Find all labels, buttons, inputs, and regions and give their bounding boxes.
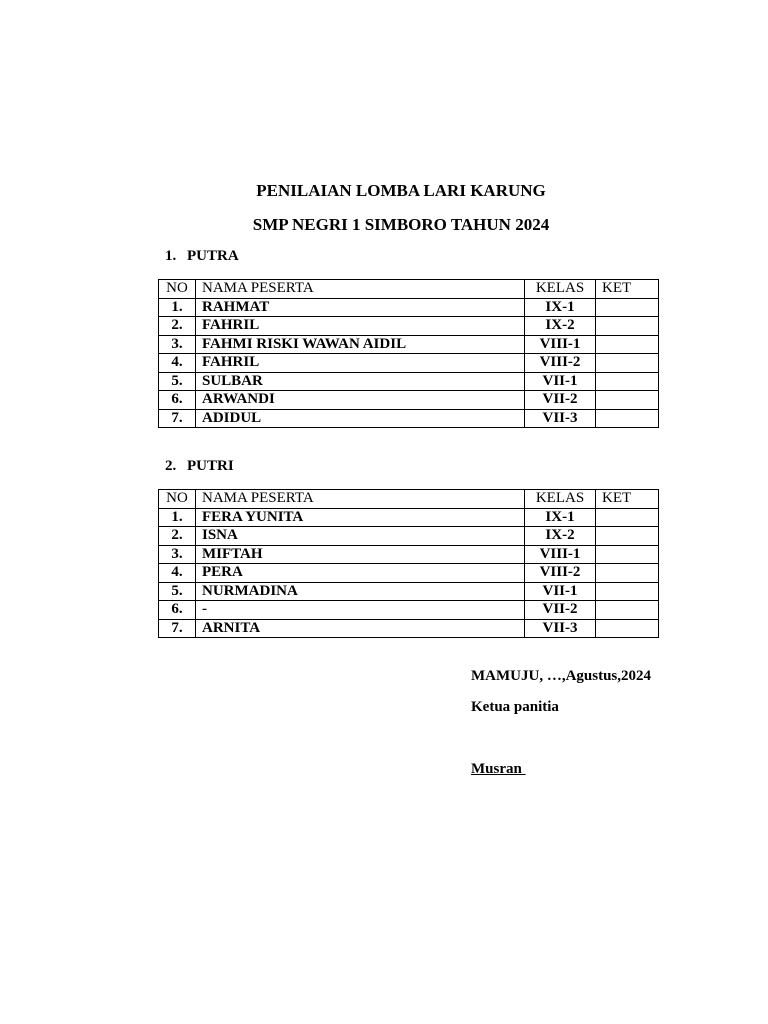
table-row [159,372,659,391]
cell-no: 6. [159,601,196,620]
table-header-row [159,490,659,509]
table-row [159,619,659,638]
section-number: 2. [165,458,177,474]
document-title: PENILAIAN LOMBA LARI KARUNG [256,181,546,200]
cell-nama-peserta: MIFTAH [196,545,525,564]
cell-kelas: IX-1 [525,298,596,317]
table-row [159,298,659,317]
putri-participants-table [158,489,659,638]
cell-ket [596,545,659,564]
section-label: PUTRA [187,248,239,264]
header-nama-peserta: NAMA PESERTA [196,490,525,509]
cell-ket [596,317,659,336]
cell-ket [596,298,659,317]
cell-ket [596,527,659,546]
cell-nama-peserta: SULBAR [196,372,525,391]
cell-nama-peserta: - [196,601,525,620]
cell-nama-peserta: ARNITA [196,619,525,638]
document-subtitle: SMP NEGRI 1 SIMBORO TAHUN 2024 [252,215,550,234]
section-heading-putri [165,458,234,475]
header-nama-peserta: NAMA PESERTA [196,280,525,299]
table-row [159,508,659,527]
cell-kelas: VII-1 [525,582,596,601]
header-no: NO [159,280,196,299]
signature-name: Musran [471,761,526,777]
cell-no: 3. [159,545,196,564]
cell-ket [596,335,659,354]
cell-ket [596,372,659,391]
cell-no: 1. [159,508,196,527]
cell-ket [596,508,659,527]
table-row [159,545,659,564]
cell-ket [596,391,659,410]
cell-nama-peserta: FAHRIL [196,317,525,336]
cell-ket [596,564,659,583]
table-row [159,564,659,583]
table-header-row [159,280,659,299]
section-number: 1. [165,248,177,264]
cell-no: 4. [159,354,196,373]
cell-no: 7. [159,619,196,638]
cell-no: 7. [159,409,196,428]
cell-no: 4. [159,564,196,583]
cell-kelas: VII-3 [525,619,596,638]
cell-ket [596,619,659,638]
signature-role: Ketua panitia [471,699,559,715]
cell-no: 3. [159,335,196,354]
cell-no: 2. [159,317,196,336]
cell-no: 6. [159,391,196,410]
header-ket: KET [596,280,659,299]
table-row [159,601,659,620]
table-row [159,582,659,601]
cell-no: 5. [159,582,196,601]
cell-ket [596,409,659,428]
table-row [159,335,659,354]
cell-no: 5. [159,372,196,391]
cell-ket [596,354,659,373]
cell-nama-peserta: ISNA [196,527,525,546]
header-no: NO [159,490,196,509]
table-row [159,354,659,373]
cell-kelas: IX-2 [525,317,596,336]
cell-ket [596,601,659,620]
table-row [159,409,659,428]
putra-participants-table [158,279,659,428]
cell-kelas: VII-1 [525,372,596,391]
cell-nama-peserta: FAHRIL [196,354,525,373]
header-kelas: KELAS [525,490,596,509]
cell-no: 1. [159,298,196,317]
cell-nama-peserta: ADIDUL [196,409,525,428]
cell-ket [596,582,659,601]
cell-nama-peserta: NURMADINA [196,582,525,601]
cell-kelas: VII-3 [525,409,596,428]
cell-kelas: VIII-1 [525,335,596,354]
cell-nama-peserta: FAHMI RISKI WAWAN AIDIL [196,335,525,354]
cell-no: 2. [159,527,196,546]
section-label: PUTRI [187,458,234,474]
cell-nama-peserta: RAHMAT [196,298,525,317]
signature-place-date: MAMUJU, …,Agustus,2024 [471,668,651,684]
cell-nama-peserta: FERA YUNITA [196,508,525,527]
header-ket: KET [596,490,659,509]
cell-nama-peserta: PERA [196,564,525,583]
table-row [159,317,659,336]
cell-kelas: VII-2 [525,601,596,620]
cell-kelas: IX-2 [525,527,596,546]
table-row [159,391,659,410]
cell-kelas: VIII-2 [525,564,596,583]
cell-kelas: IX-1 [525,508,596,527]
cell-nama-peserta: ARWANDI [196,391,525,410]
cell-kelas: VIII-2 [525,354,596,373]
cell-kelas: VIII-1 [525,545,596,564]
cell-kelas: VII-2 [525,391,596,410]
section-heading-putra [165,248,239,265]
table-row [159,527,659,546]
header-kelas: KELAS [525,280,596,299]
